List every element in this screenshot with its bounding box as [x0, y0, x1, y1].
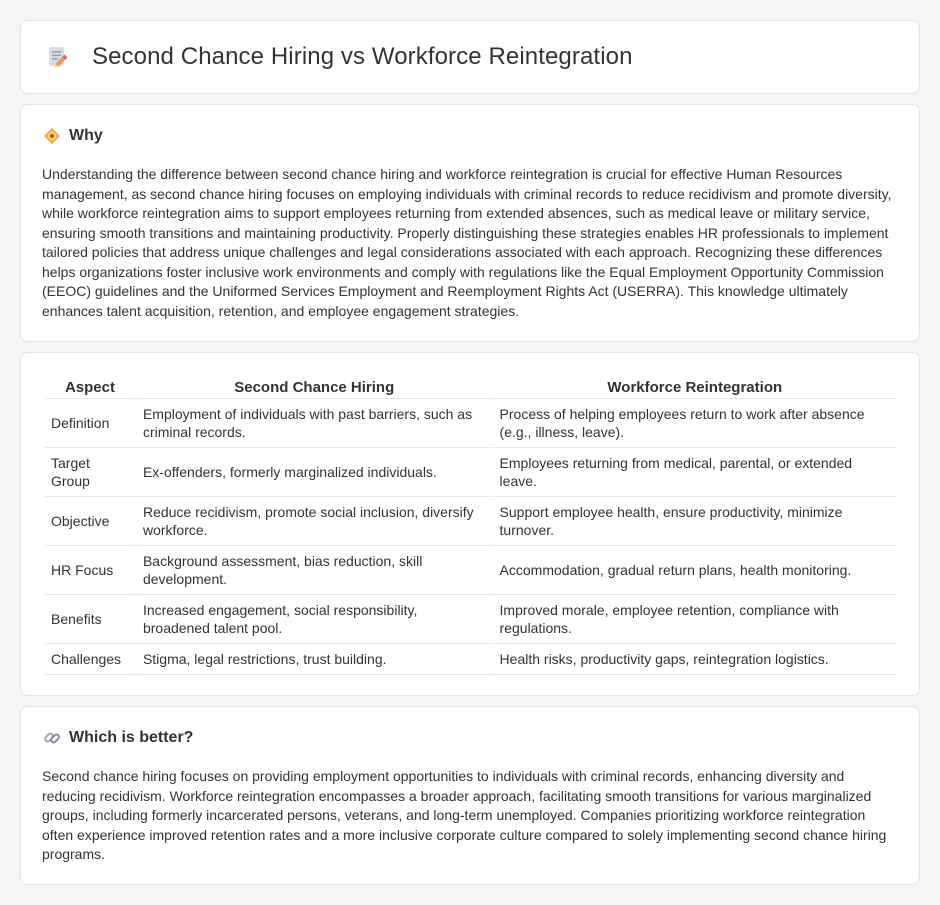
cell-aspect: Objective — [45, 497, 135, 546]
cell-aspect: Challenges — [45, 644, 135, 675]
header-second-chance-hiring: Second Chance Hiring — [137, 373, 492, 399]
table-row — [45, 546, 896, 595]
cell-reintegration: Improved morale, employee retention, compliance with regulations. — [494, 595, 896, 644]
cell-reintegration: Health risks, productivity gaps, reintegration logistics. — [494, 644, 896, 675]
cell-reintegration: Support employee health, ensure productivity, minimize turnover. — [494, 497, 896, 546]
table-row — [45, 399, 896, 448]
comparison-table — [43, 373, 898, 675]
diamond-warning-icon — [43, 127, 61, 145]
which-is-better-body: Second chance hiring focuses on providing employment opportunities to individuals with criminal records, enhancing diversity and reducing recidivism. Workforce reintegration encompasses a broader approach, facilitating smooth transitions for various marginalized groups, including formerly incarcerated persons, veterans, and long-term unemployed. Companies prioritizing workforce reintegration often experience improved retention rates and a more inclusive corporate culture compared to solely implementing second chance hiring programs. — [42, 768, 887, 862]
cell-second-chance: Ex-offenders, formerly marginalized individuals. — [137, 448, 492, 497]
header-card — [20, 20, 920, 94]
cell-aspect: Definition — [45, 399, 135, 448]
cell-second-chance: Background assessment, bias reduction, skill development. — [137, 546, 492, 595]
which-is-better-section — [20, 706, 920, 885]
cell-aspect: HR Focus — [45, 546, 135, 595]
cell-aspect: Benefits — [45, 595, 135, 644]
header-workforce-reintegration: Workforce Reintegration — [494, 373, 896, 399]
cell-aspect: Target Group — [45, 448, 135, 497]
table-header-row — [45, 373, 896, 399]
page-title: Second Chance Hiring vs Workforce Reintegration — [92, 43, 633, 70]
header-aspect: Aspect — [45, 373, 135, 399]
table-row — [45, 644, 896, 675]
document-pencil-icon — [46, 45, 70, 69]
which-is-better-title: Which is better? — [69, 729, 194, 746]
cell-second-chance: Stigma, legal restrictions, trust building. — [137, 644, 492, 675]
cell-second-chance: Employment of individuals with past barriers, such as criminal records. — [137, 399, 492, 448]
cell-reintegration: Accommodation, gradual return plans, health monitoring. — [494, 546, 896, 595]
table-row — [45, 595, 896, 644]
table-row — [45, 448, 896, 497]
table-row — [45, 497, 896, 546]
why-title: Why — [69, 127, 103, 144]
why-body: Understanding the difference between second chance hiring and workforce reintegration is crucial for effective Human Resources management, as second chance hiring focuses on employing individuals with criminal records to reduce recidivism and promote diversity, while workforce reintegration aims to support employees returning from extended absences, such as medical leave or military service, ensuring smooth transitions and maintaining productivity. Properly distinguishing these strategies enables HR professionals to implement tailored policies that address unique challenges and legal considerations associated with each approach. Recognizing these differences helps organizations foster inclusive work environments and comply with regulations like the Equal Employment Opportunity Commission (EEOC) guidelines and the Uniformed Services Employment and Reemployment Rights Act (USERRA). This knowledge ultimately enhances talent acquisition, retention, and employee engagement strategies. — [42, 166, 892, 319]
cell-second-chance: Reduce recidivism, promote social inclusion, diversify workforce. — [137, 497, 492, 546]
why-section — [20, 104, 920, 342]
cell-second-chance: Increased engagement, social responsibility, broadened talent pool. — [137, 595, 492, 644]
cell-reintegration: Employees returning from medical, parental, or extended leave. — [494, 448, 896, 497]
comparison-table-card — [20, 352, 920, 696]
cell-reintegration: Process of helping employees return to work after absence (e.g., illness, leave). — [494, 399, 896, 448]
link-icon — [43, 729, 61, 747]
